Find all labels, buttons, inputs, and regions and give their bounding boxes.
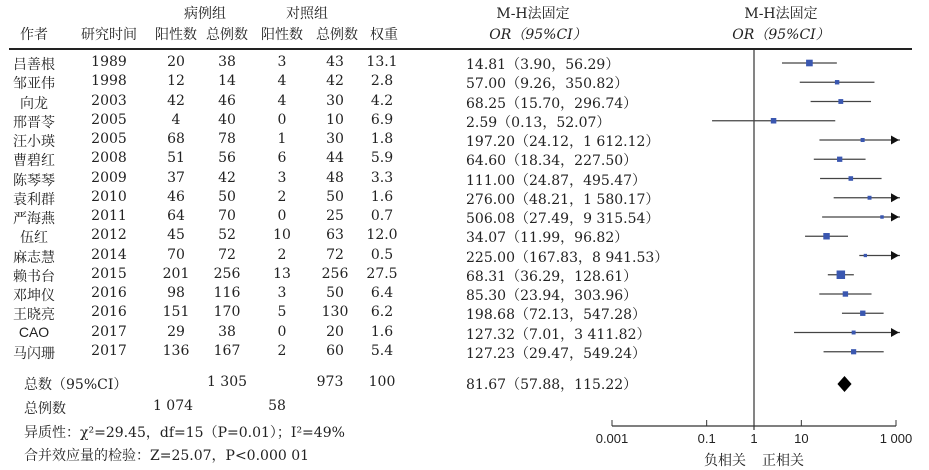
cell-or-ci: 14.81（3.90，56.29）: [466, 57, 620, 73]
cell-author: 王晓亮: [13, 307, 55, 324]
cell-ctrl-total: 256: [321, 265, 349, 282]
axis-left-label: 负相关: [704, 453, 746, 469]
cell-weight: 12.0: [366, 227, 398, 244]
ci-arrow-icon: [891, 213, 899, 222]
cell-weight: 0.7: [370, 208, 394, 224]
or-ci-header: OR（95%CI）: [489, 27, 587, 43]
total-case-count: 1 305: [206, 374, 248, 390]
control-group-header: 对照组: [286, 6, 328, 22]
study-point-square: [868, 196, 872, 200]
col-case-total: 总例数: [206, 27, 248, 43]
study-point-square: [880, 215, 883, 218]
cell-or-ci: 506.08（27.49，9 315.54）: [466, 211, 660, 227]
total-weight: 100: [368, 374, 396, 390]
cell-weight: 6.2: [370, 304, 394, 321]
total-ctrl-count: 973: [316, 374, 344, 390]
col-ctrl-pos: 阳性数: [261, 27, 303, 43]
cell-or-ci: 197.20（24.12，1 612.12）: [466, 134, 660, 150]
cell-case-total: 46: [218, 92, 236, 109]
cell-case-pos: 4: [171, 111, 181, 128]
events-label: 总例数: [24, 401, 66, 417]
study-point-square: [843, 291, 848, 296]
cell-year: 2017: [91, 323, 127, 340]
cell-case-total: 70: [218, 208, 236, 224]
cell-weight: 5.4: [370, 342, 394, 359]
cell-weight: 1.6: [370, 323, 394, 340]
cell-case-total: 42: [218, 169, 236, 186]
cell-year: 2015: [91, 265, 127, 282]
study-point-square: [849, 176, 854, 181]
cell-case-pos: 45: [167, 227, 185, 244]
cell-author: 严海燕: [13, 211, 55, 227]
cell-year: 2011: [91, 208, 127, 224]
cell-case-total: 72: [218, 246, 236, 263]
x-axis-tick-label: 0.1: [697, 431, 716, 446]
axis-right-label: 正相关: [762, 453, 804, 469]
cell-or-ci: 34.07（11.99，96.82）: [466, 230, 629, 247]
cell-year: 2005: [91, 131, 127, 147]
pooled-effect-diamond: [837, 376, 851, 392]
cell-case-total: 14: [218, 73, 236, 90]
cell-weight: 5.9: [370, 150, 394, 167]
cell-ctrl-total: 44: [326, 150, 344, 167]
ci-arrow-icon: [891, 136, 899, 145]
cell-author: 吕善根: [13, 57, 55, 73]
plot-mh-fixed-header: M-H法固定: [744, 6, 818, 22]
cell-case-pos: 70: [167, 246, 185, 263]
x-axis-tick-label: 1 000: [879, 431, 913, 446]
cell-case-pos: 12: [167, 73, 185, 90]
x-axis-tick-label: 10: [794, 431, 809, 446]
cell-or-ci: 198.68（72.13，547.28）: [466, 307, 647, 324]
cell-case-pos: 42: [167, 92, 185, 109]
cell-case-total: 167: [213, 342, 241, 359]
cell-year: 2012: [91, 227, 127, 244]
cell-ctrl-total: 72: [326, 246, 344, 263]
events-ctrl: 58: [268, 398, 286, 414]
cell-weight: 1.6: [370, 188, 394, 205]
x-axis-tick-label: 0.001: [595, 431, 629, 446]
cell-case-total: 38: [218, 54, 236, 70]
cell-ctrl-total: 63: [326, 227, 344, 244]
total-or-text: 81.67（57.88，115.22）: [466, 377, 638, 393]
cell-weight: 13.1: [366, 54, 398, 70]
cell-weight: 6.4: [370, 285, 394, 301]
cell-ctrl-total: 50: [326, 188, 344, 205]
cell-ctrl-total: 43: [326, 54, 344, 70]
cell-or-ci: 225.00（167.83，8 941.53）: [466, 249, 669, 266]
cell-weight: 3.3: [370, 169, 394, 186]
cell-or-ci: 127.32（7.01，3 411.82）: [466, 326, 651, 343]
cell-case-total: 38: [218, 323, 236, 340]
cell-case-pos: 98: [167, 285, 185, 301]
cell-case-pos: 136: [162, 342, 190, 359]
mh-fixed-header: M-H法固定: [496, 6, 570, 22]
cell-ctrl-pos: 2: [277, 188, 287, 205]
cell-or-ci: 111.00（24.87，495.47）: [466, 172, 647, 189]
cell-case-pos: 51: [167, 150, 185, 167]
cell-ctrl-pos: 4: [277, 92, 287, 109]
ci-arrow-icon: [891, 193, 899, 202]
cell-ctrl-pos: 0: [277, 208, 287, 224]
cell-ctrl-total: 30: [326, 92, 344, 109]
cell-author: CAO: [18, 323, 50, 340]
cell-ctrl-pos: 6: [277, 150, 287, 167]
col-author: 作者: [20, 27, 48, 43]
cell-year: 2016: [91, 285, 127, 301]
x-axis-tick-label: 1: [750, 431, 758, 446]
case-group-header: 病例组: [184, 6, 226, 22]
study-point-square: [771, 118, 777, 124]
cell-case-pos: 37: [167, 169, 185, 186]
cell-or-ci: 57.00（9.26，350.82）: [466, 76, 629, 93]
study-point-square: [823, 233, 829, 239]
study-point-square: [835, 80, 839, 84]
cell-year: 2017: [91, 342, 127, 359]
cell-ctrl-total: 50: [326, 285, 344, 301]
cell-weight: 0.5: [370, 246, 394, 263]
cell-ctrl-pos: 0: [277, 111, 287, 128]
plot-or-ci-header: OR（95%CI）: [732, 27, 830, 43]
cell-case-total: 50: [218, 188, 236, 205]
cell-author: 赖书台: [13, 268, 55, 285]
ci-arrow-icon: [891, 328, 899, 337]
cell-ctrl-total: 48: [326, 169, 344, 186]
cell-case-pos: 151: [162, 304, 190, 321]
cell-case-pos: 64: [167, 208, 185, 224]
cell-ctrl-pos: 4: [277, 73, 287, 90]
cell-ctrl-pos: 3: [277, 54, 287, 70]
cell-author: 向龙: [20, 95, 48, 112]
cell-author: 麻志慧: [13, 249, 55, 266]
cell-ctrl-total: 42: [326, 73, 344, 90]
cell-case-total: 78: [218, 131, 236, 147]
cell-ctrl-pos: 2: [277, 246, 287, 263]
cell-ctrl-pos: 3: [277, 285, 287, 301]
cell-ctrl-pos: 1: [277, 131, 287, 147]
ci-arrow-icon: [891, 251, 899, 260]
study-point-square: [837, 271, 846, 280]
cell-author: 汪小瑛: [13, 134, 55, 150]
cell-year: 1989: [91, 54, 127, 70]
cell-ctrl-total: 20: [326, 323, 344, 340]
cell-or-ci: 68.31（36.29，128.61）: [466, 268, 638, 285]
study-point-square: [864, 254, 867, 257]
cell-or-ci: 2.59（0.13，52.07）: [466, 114, 611, 131]
cell-year: 2014: [91, 246, 127, 263]
overall-effect-test: 合并效应量的检验：Z=25.07，P<0.000 01: [24, 448, 310, 464]
cell-or-ci: 127.23（29.47，549.24）: [466, 345, 647, 362]
cell-case-pos: 46: [167, 188, 185, 205]
cell-year: 2003: [91, 92, 127, 109]
cell-year: 2005: [91, 111, 127, 128]
cell-author: 邢晋苓: [13, 114, 55, 131]
col-ctrl-total: 总例数: [316, 27, 358, 43]
study-point-square: [851, 349, 856, 354]
cell-case-total: 256: [213, 265, 241, 282]
total-label: 总数（95%CI）: [24, 377, 128, 393]
cell-weight: 27.5: [366, 265, 398, 282]
cell-weight: 4.2: [370, 92, 394, 109]
col-weight: 权重: [370, 27, 398, 43]
cell-or-ci: 85.30（23.94，303.96）: [466, 288, 638, 304]
cell-ctrl-total: 10: [326, 111, 344, 128]
cell-case-pos: 201: [162, 265, 190, 282]
cell-case-pos: 68: [167, 131, 185, 147]
cell-ctrl-total: 60: [326, 342, 344, 359]
study-point-square: [806, 60, 813, 67]
cell-year: 2009: [91, 169, 127, 186]
cell-ctrl-pos: 2: [277, 342, 287, 359]
cell-author: 陈琴琴: [13, 172, 55, 189]
cell-author: 曹碧红: [13, 153, 55, 170]
cell-case-total: 116: [213, 285, 241, 301]
cell-ctrl-pos: 13: [273, 265, 291, 282]
cell-ctrl-pos: 0: [277, 323, 287, 340]
cell-author: 袁利群: [13, 191, 55, 208]
cell-case-total: 52: [218, 227, 236, 244]
cell-case-total: 40: [218, 111, 236, 128]
cell-or-ci: 276.00（48.21，1 580.17）: [466, 191, 660, 208]
cell-ctrl-total: 30: [326, 131, 344, 147]
study-point-square: [852, 331, 856, 335]
cell-weight: 6.9: [370, 111, 394, 128]
cell-year: 1998: [91, 73, 127, 90]
cell-author: 马闪珊: [13, 345, 55, 362]
events-case: 1 074: [152, 398, 194, 414]
cell-year: 2008: [91, 150, 127, 167]
cell-case-total: 170: [213, 304, 241, 321]
cell-year: 2010: [91, 188, 127, 205]
cell-author: 伍红: [20, 230, 48, 247]
cell-or-ci: 68.25（15.70，296.74）: [466, 95, 638, 112]
study-point-square: [837, 157, 842, 162]
cell-ctrl-pos: 10: [273, 227, 291, 244]
cell-ctrl-pos: 5: [277, 304, 287, 321]
study-point-square: [838, 99, 843, 104]
cell-ctrl-total: 130: [321, 304, 349, 321]
study-point-square: [861, 138, 865, 142]
cell-weight: 2.8: [370, 73, 394, 90]
cell-ctrl-pos: 3: [277, 169, 287, 186]
cell-weight: 1.8: [370, 131, 394, 147]
cell-case-pos: 20: [167, 54, 185, 70]
cell-or-ci: 64.60（18.34，227.50）: [466, 153, 638, 170]
cell-case-pos: 29: [167, 323, 185, 340]
cell-case-total: 56: [218, 150, 236, 167]
study-point-square: [860, 311, 865, 316]
col-case-pos: 阳性数: [155, 27, 197, 43]
col-year: 研究时间: [81, 27, 137, 43]
heterogeneity-stat: 异质性：χ²=29.45，df=15（P=0.01）；I²=49%: [24, 425, 345, 441]
cell-ctrl-total: 25: [326, 208, 344, 224]
cell-author: 邹亚伟: [13, 76, 55, 93]
cell-year: 2016: [91, 304, 127, 321]
cell-author: 邓坤仪: [13, 288, 55, 304]
